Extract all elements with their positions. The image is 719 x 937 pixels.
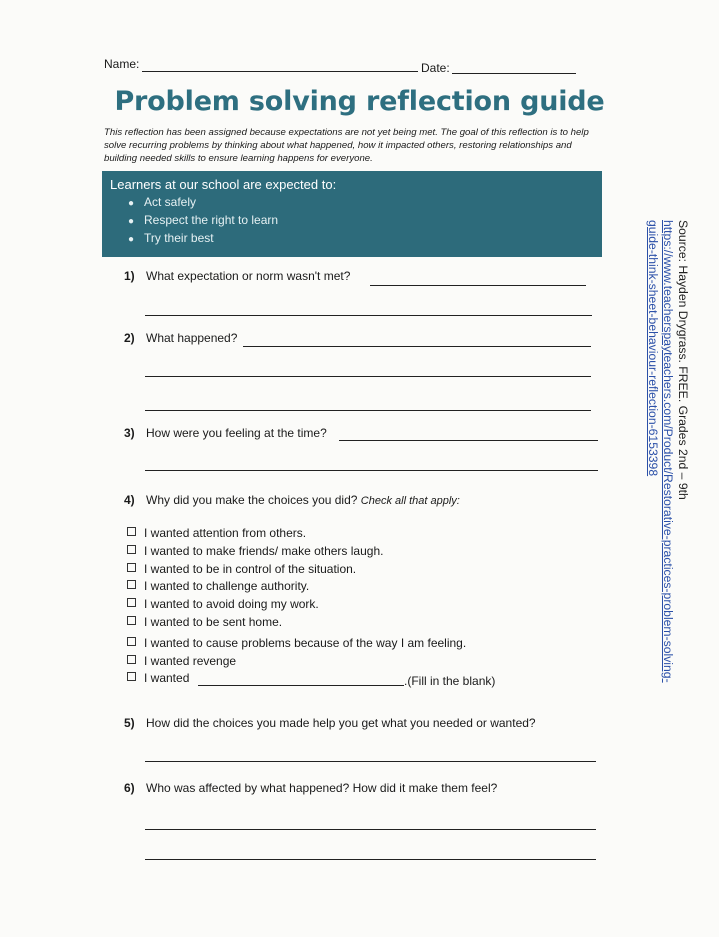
source-link[interactable]: https://www.teacherspayteachers.com/Product/Restorative-practices-problem-solving-	[661, 220, 675, 683]
question-4-hint: Check all that apply:	[360, 495, 460, 507]
name-label: Name:	[104, 57, 140, 71]
date-label: Date:	[421, 61, 450, 75]
answer-line[interactable]	[145, 829, 596, 830]
page-title: Problem solving reflection guide	[114, 86, 605, 117]
answer-line[interactable]	[145, 761, 596, 762]
checkbox-icon[interactable]	[127, 598, 136, 607]
answer-line[interactable]	[339, 440, 598, 441]
checkbox-icon[interactable]	[127, 545, 136, 554]
question-2: 2) What happened?	[124, 331, 238, 345]
question-5: 5) How did the choices you made help you get what you needed or wanted?	[124, 716, 536, 730]
bullet-icon: ●	[128, 198, 135, 209]
checkbox-icon[interactable]	[127, 655, 136, 664]
option-item[interactable]: I wanted to challenge authority.	[127, 579, 309, 593]
checkbox-icon[interactable]	[127, 527, 136, 536]
expectations-heading: Learners at our school are expected to:	[110, 177, 337, 192]
expectations-box	[102, 171, 602, 257]
question-4: 4) Why did you make the choices you did? Check all that apply:	[124, 493, 460, 507]
source-credit: Source: Hayden Drygrass. FREE. Grades 2nd – 9th	[676, 220, 690, 500]
checkbox-icon[interactable]	[127, 563, 136, 572]
answer-line[interactable]	[145, 376, 591, 377]
option-item[interactable]: I wanted to make friends/ make others laugh.	[127, 544, 383, 558]
checkbox-icon[interactable]	[127, 580, 136, 589]
answer-line[interactable]	[145, 859, 596, 860]
expectation-item: ● Try their best	[128, 229, 278, 247]
option-item[interactable]: I wanted to be sent home.	[127, 615, 282, 629]
answer-line[interactable]	[370, 285, 586, 286]
answer-line[interactable]	[145, 410, 591, 411]
expectation-item: ● Respect the right to learn	[128, 211, 278, 229]
option-item[interactable]: I wanted to avoid doing my work.	[127, 597, 319, 611]
fill-in-hint: .(Fill in the blank)	[404, 674, 496, 688]
source-note	[645, 220, 690, 683]
bullet-icon: ●	[128, 216, 135, 227]
expectation-item: ● Act safely	[128, 193, 278, 211]
checkbox-icon[interactable]	[127, 616, 136, 625]
fill-in-line[interactable]	[198, 685, 404, 686]
option-item[interactable]: I wanted to cause problems because of the way I am feeling.	[127, 636, 466, 650]
question-1: 1) What expectation or norm wasn't met?	[124, 269, 351, 283]
question-3: 3) How were you feeling at the time?	[124, 426, 327, 440]
option-item[interactable]: I wanted revenge	[127, 654, 236, 668]
expectations-list	[128, 193, 278, 247]
answer-line[interactable]	[145, 470, 598, 471]
answer-line[interactable]	[243, 346, 591, 347]
option-item[interactable]: I wanted to be in control of the situation.	[127, 562, 356, 576]
answer-line[interactable]	[145, 315, 592, 316]
intro-text: This reflection has been assigned because expectations are not yet being met. The goal of this reflection is to help solve recurring problems by thinking about what happened, how it impacted others, restoring relationships and building needed skills to ensure learning happens for everyone.	[104, 127, 589, 164]
option-item-fill[interactable]: I wanted	[127, 671, 189, 685]
bullet-icon: ●	[128, 234, 135, 245]
source-link-cont[interactable]: guide-think-sheet-behaviour-reflection-6153398	[646, 220, 660, 477]
checkbox-icon[interactable]	[127, 672, 136, 681]
name-field-line[interactable]	[142, 71, 418, 72]
question-6: 6) Who was affected by what happened? How did it make them feel?	[124, 781, 498, 795]
date-field-line[interactable]	[452, 73, 576, 74]
option-item[interactable]: I wanted attention from others.	[127, 526, 306, 540]
checkbox-icon[interactable]	[127, 637, 136, 646]
